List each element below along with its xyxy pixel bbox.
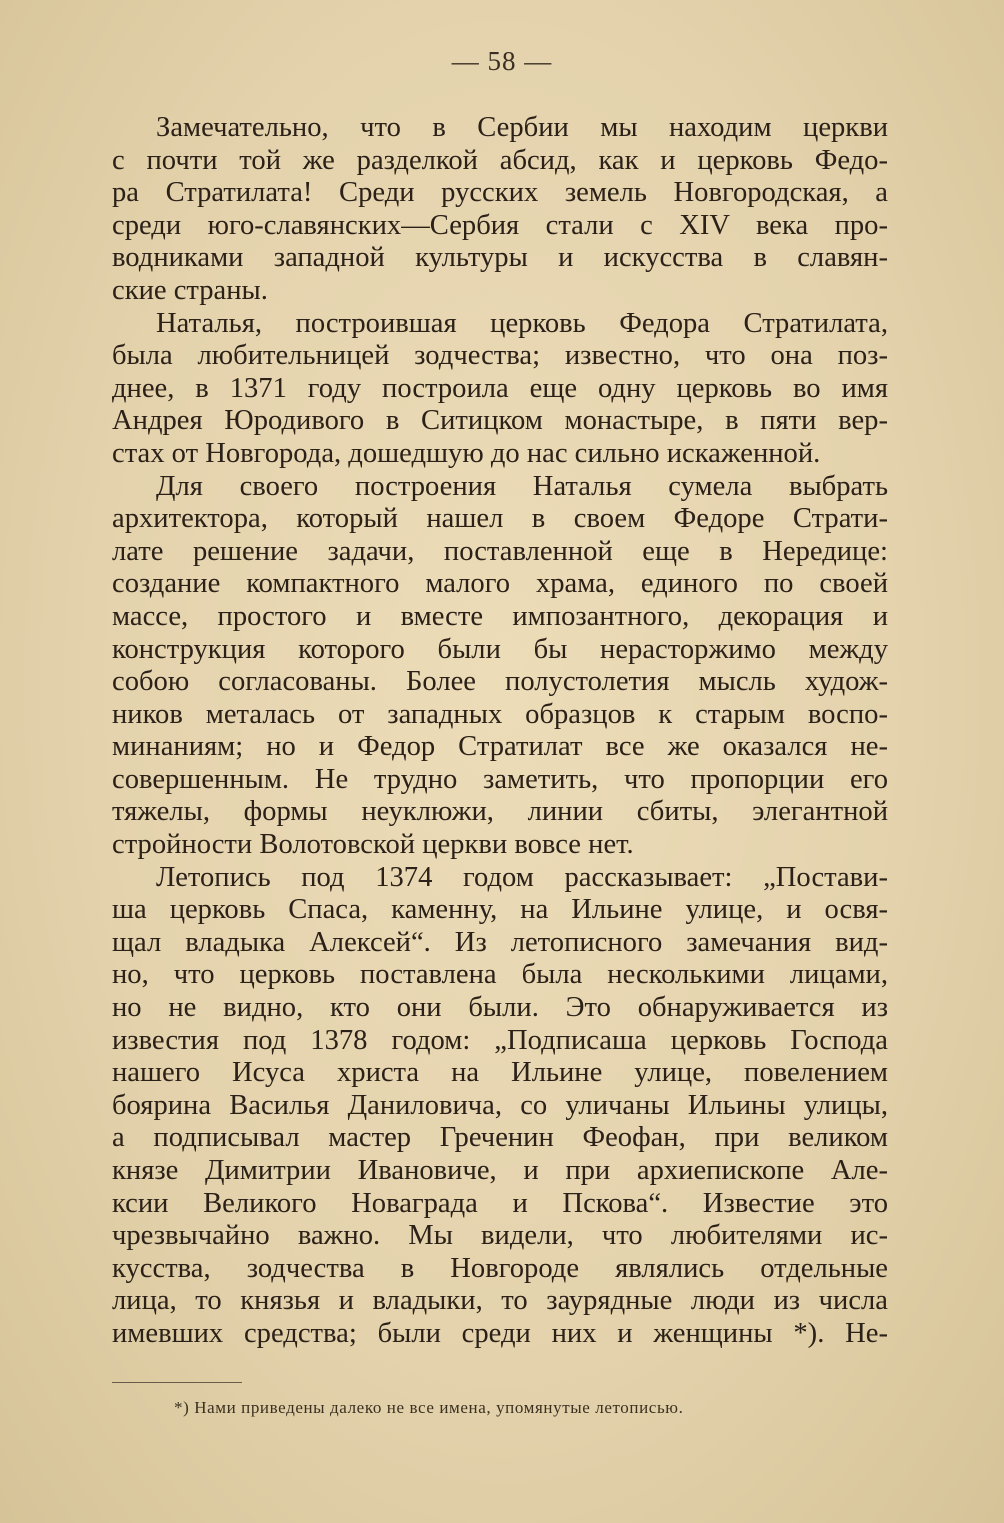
text-line: лица, то князья и владыки, то заурядные люди из числа — [112, 1285, 888, 1317]
text-line: ра Стратилата! Среди русских земель Новгородская, а — [112, 177, 888, 209]
text-line: была любительницей зодчества; известно, что она поз- — [112, 340, 888, 372]
text-line: князе Димитрии Ивановиче, и при архиепископе Але- — [112, 1155, 888, 1186]
text-line: а подписывал мастер Греченин Феофан, при великом — [112, 1122, 888, 1154]
text-line: ша церковь Спаса, каменну, на Ильине улице, и освя- — [112, 894, 888, 926]
text-line: чрезвычайно важно. Мы видели, что любителями ис- — [112, 1220, 888, 1252]
text-line: ские страны. — [112, 274, 268, 306]
text-line: ксии Великого Новаграда и Пскова“. Известие это — [112, 1187, 888, 1219]
text-line: совершенным. Не трудно заметить, что пропорции его — [112, 763, 888, 795]
text-line: тяжелы, формы неуклюжи, линии сбиты, элегантной — [112, 796, 888, 828]
text-line: Летопись под 1374 годом рассказывает: „Постави- — [156, 861, 888, 893]
text-line: Замечательно, что в Сербии мы находим церкви — [156, 112, 888, 143]
text-line: днее, в 1371 году построила еще одну церковь во имя — [112, 372, 888, 404]
text-line: боярина Василья Даниловича, со уличаны Ильины улицы, — [112, 1089, 888, 1121]
page-number: — 58 — — [451, 46, 553, 76]
text-line: конструкция которого были бы нерасторжимо между — [112, 633, 888, 665]
text-line: щал владыка Алексей“. Из летописного замечания вид- — [112, 926, 888, 958]
text-line: Наталья, построившая церковь Федора Стратилата, — [156, 307, 888, 339]
text-line: известия под 1378 годом: „Подписаша церковь Господа — [112, 1024, 888, 1056]
text-line: собою согласованы. Более полустолетия мысль худож- — [112, 666, 888, 698]
text-line: Андрея Юродивого в Ситицком монастыре, в пяти вер- — [112, 405, 888, 437]
text-line: стройности Волотовской церкви вовсе нет. — [112, 829, 634, 861]
text-line: но не видно, кто они были. Это обнаруживается из — [112, 992, 888, 1024]
text-line: лате решение задачи, поставленной еще в Нередице: — [112, 535, 888, 567]
text-line: архитектора, который нашел в своем Федоре Страти- — [112, 503, 888, 535]
text-line: стах от Новгорода, дошедшую до нас сильно искаженной. — [112, 437, 821, 469]
text-line: массе, простого и вместе импозантного, декорация и — [112, 600, 888, 632]
text-line: среди юго-славянских—Сербия стали с XIV века про- — [112, 209, 888, 241]
footnote-divider — [112, 1382, 242, 1383]
text-line: Для своего построения Наталья сумела выбрать — [156, 470, 888, 502]
text-line: ников металась от западных образцов к старым воспо- — [112, 698, 888, 730]
text-line: водниками западной культуры и искусства в славян- — [112, 242, 888, 274]
text-line: кусства, зодчества в Новгороде являлись отдельные — [112, 1252, 888, 1284]
footnote: *) Нами приведены далеко не все имена, упомянутые летописью. — [174, 1398, 684, 1417]
text-line: но, что церковь поставлена была несколькими лицами, — [112, 959, 888, 991]
body-text — [112, 112, 888, 1351]
text-line: создание компактного малого храма, единого по своей — [112, 568, 888, 600]
text-line: имевших средства; были среди них и женщины *). Не- — [112, 1317, 888, 1349]
text-line: нашего Исуса христа на Ильине улице, повелением — [112, 1057, 888, 1089]
text-line: минаниям; но и Федор Стратилат все же оказался не- — [112, 731, 888, 763]
text-line: с почти той же разделкой абсид, как и церковь Федо- — [112, 144, 888, 176]
